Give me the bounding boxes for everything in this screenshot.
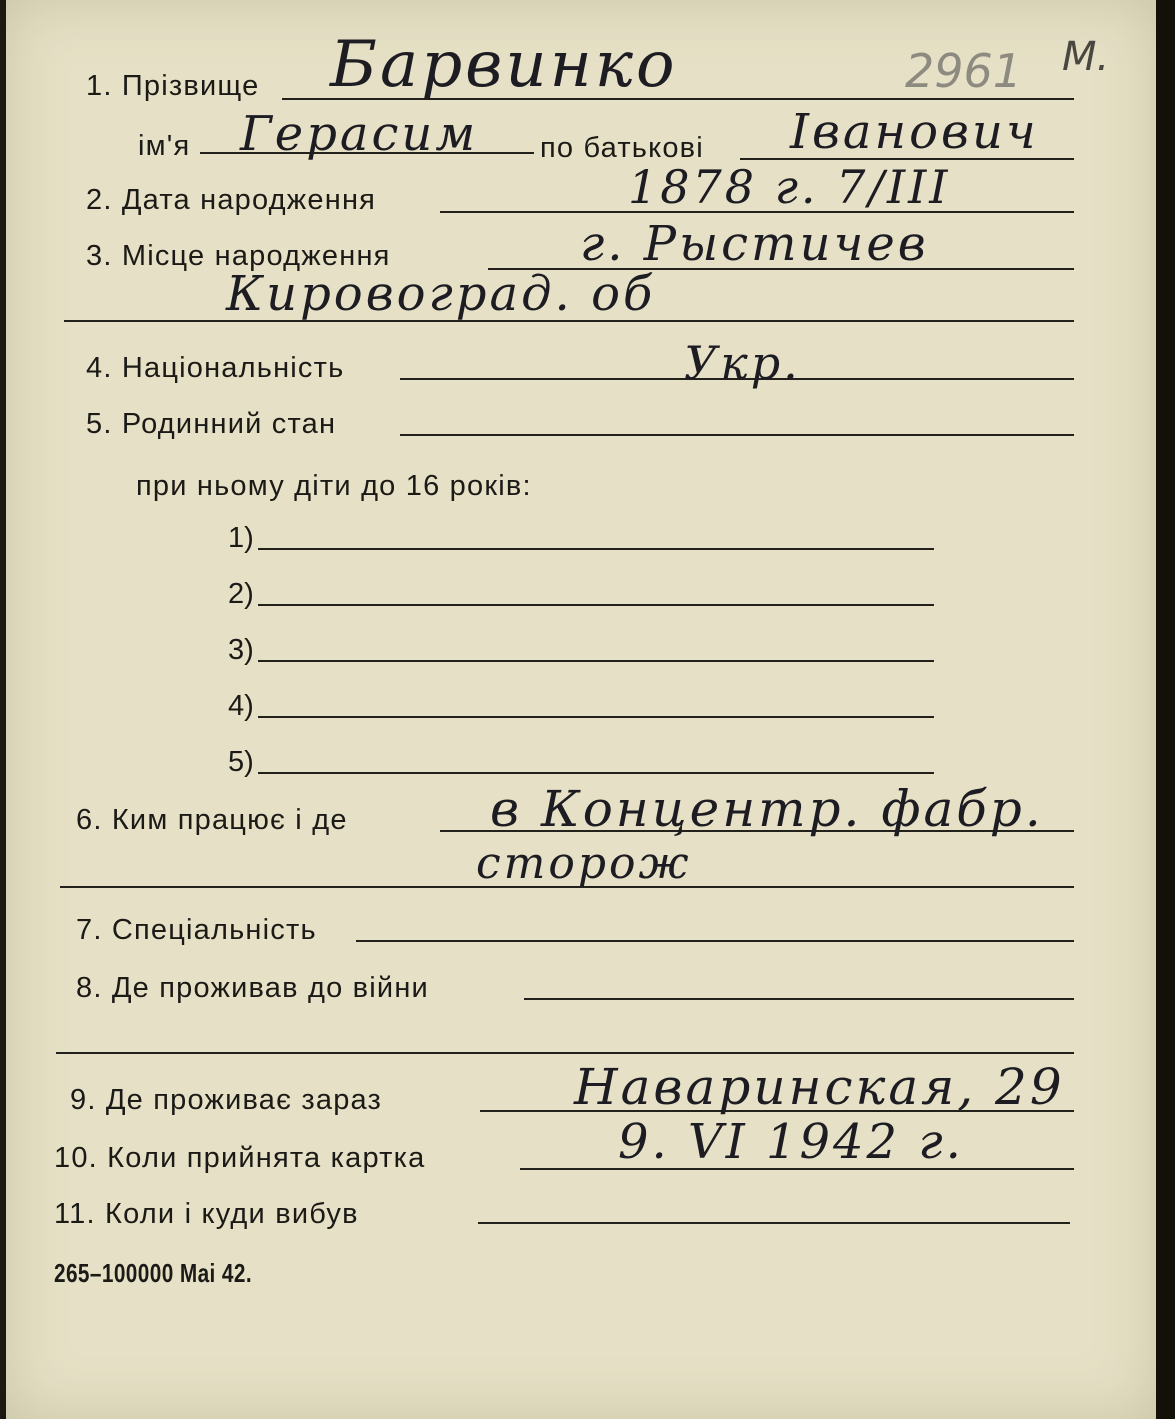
field-birthplace-label: 3. Місце народження — [86, 240, 391, 272]
background-edge — [1156, 0, 1175, 1419]
field-current-residence-label: 9. Де проживає зараз — [70, 1084, 383, 1116]
card-number-pencil: 2961 — [905, 44, 1023, 98]
child-1-label: 1) — [228, 522, 254, 554]
field-departure-label: 11. Коли і куди вибув — [54, 1198, 359, 1230]
field-surname-label: 1. Прізвище — [86, 70, 260, 102]
child-4-line — [258, 716, 934, 718]
work-value-1: в Концентр. фабр. — [490, 780, 1044, 838]
pencil-mark: М. — [1062, 34, 1110, 80]
child-5-label: 5) — [228, 746, 254, 778]
child-1-line — [258, 548, 934, 550]
birthplace-value-1: г. Рыстичев — [580, 216, 929, 272]
field-nationality-label: 4. Національність — [86, 352, 345, 384]
child-4-label: 4) — [228, 690, 254, 722]
child-3-line — [258, 660, 934, 662]
name-value: Герасим — [240, 106, 479, 162]
child-2-label: 2) — [228, 578, 254, 610]
child-5-line — [258, 772, 934, 774]
children-label: при ньому діти до 16 років: — [136, 470, 532, 502]
nationality-value: Укр. — [684, 336, 801, 390]
family-status-line — [400, 434, 1074, 436]
child-3-label: 3) — [228, 634, 254, 666]
birthdate-value: 1878 г. 7/III — [628, 160, 951, 214]
field-specialty-label: 7. Спеціальність — [76, 914, 317, 946]
departure-line — [478, 1222, 1070, 1224]
specialty-line — [356, 940, 1074, 942]
field-prewar-residence-label: 8. Де проживав до війни — [76, 972, 429, 1004]
prewar-residence-line-2 — [56, 1052, 1074, 1054]
field-card-date-label: 10. Коли прийнята картка — [54, 1142, 426, 1174]
child-2-line — [258, 604, 934, 606]
field-family-status-label: 5. Родинний стан — [86, 408, 337, 440]
birthplace-value-2: Кировоград. об — [226, 266, 656, 322]
patronymic-value: Іванович — [790, 104, 1039, 160]
card-date-value: 9. VI 1942 г. — [618, 1114, 964, 1170]
field-birthdate-label: 2. Дата народження — [86, 184, 377, 216]
field-work-label: 6. Ким працює і де — [76, 804, 348, 836]
prewar-residence-line — [524, 998, 1074, 1000]
current-residence-value: Наваринская, 29 — [574, 1058, 1065, 1116]
field-name-label: ім'я — [138, 130, 191, 162]
print-footer: 265–100000 Mai 42. — [54, 1258, 253, 1288]
surname-value: Барвинко — [330, 28, 678, 102]
field-patronymic-label: по батькові — [540, 132, 704, 164]
work-value-2: сторож — [476, 838, 692, 889]
